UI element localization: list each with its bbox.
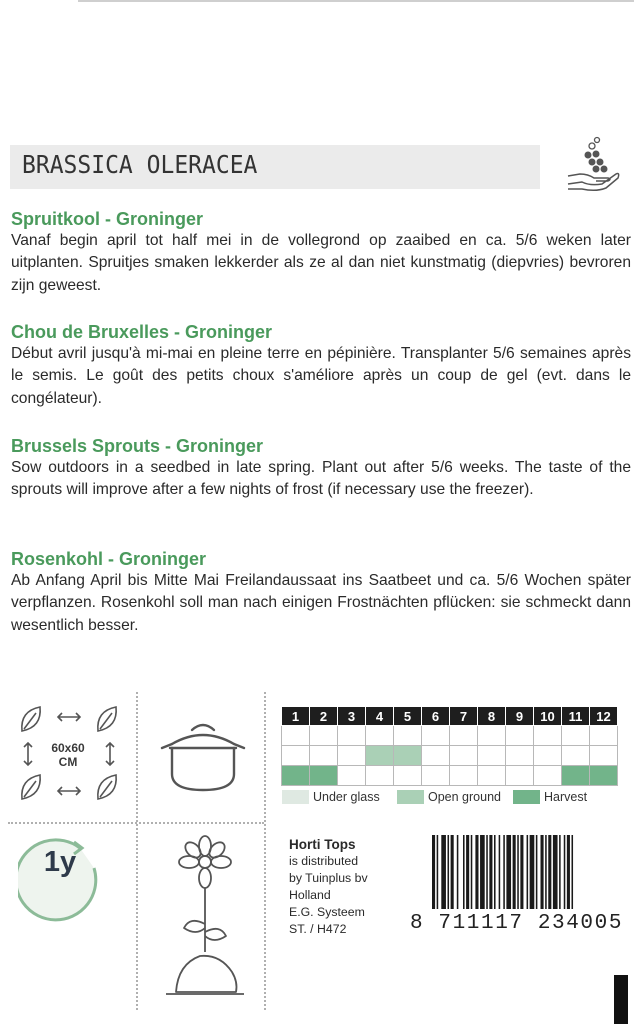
month-label: 10 xyxy=(534,707,562,726)
barcode-bar xyxy=(471,835,473,909)
section-title: Spruitkool - Groninger xyxy=(11,209,203,229)
section-title: Chou de Bruxelles - Groninger xyxy=(11,322,273,342)
legend-harvest xyxy=(513,790,587,804)
month-label: 5 xyxy=(394,707,422,726)
sowing-calendar xyxy=(281,706,618,786)
calendar-cell xyxy=(338,726,366,746)
legend-swatch xyxy=(282,790,309,804)
calendar-cell xyxy=(422,746,450,766)
barcode-bar xyxy=(437,835,439,909)
calendar-cell xyxy=(506,766,534,786)
calendar-cell xyxy=(310,746,338,766)
calendar-cell xyxy=(534,766,562,786)
calendar-cell xyxy=(506,726,534,746)
barcode-bar xyxy=(441,835,446,909)
barcode-bar xyxy=(536,835,538,909)
section-english xyxy=(11,435,631,502)
botanical-name: BRASSICA OLERACEA xyxy=(22,150,258,179)
barcode-bar xyxy=(432,835,435,909)
calendar-cell xyxy=(394,766,422,786)
month-label: 4 xyxy=(366,707,394,726)
calendar-cell xyxy=(366,726,394,746)
calendar-cell xyxy=(422,766,450,786)
barcode-bar xyxy=(494,835,496,909)
calendar-cell xyxy=(562,726,590,746)
distributor-line: ST. / H472 xyxy=(289,922,347,936)
barcode-bar xyxy=(466,835,469,909)
legend-under-glass xyxy=(282,790,380,804)
calendar-cell xyxy=(282,766,310,786)
legend-label: Harvest xyxy=(544,790,588,804)
calendar-cell xyxy=(562,766,590,786)
month-label: 11 xyxy=(562,707,590,726)
calendar-row-under-glass xyxy=(282,726,618,746)
calendar-cell xyxy=(590,766,618,786)
hand-with-seeds-icon xyxy=(566,134,622,194)
legend-label: Under glass xyxy=(313,790,380,804)
icon-divider-vertical xyxy=(136,692,138,1010)
legend-swatch xyxy=(513,790,540,804)
barcode-bar xyxy=(567,835,570,909)
month-label: 9 xyxy=(506,707,534,726)
calendar-cell xyxy=(478,726,506,746)
section-dutch xyxy=(11,208,631,297)
distributor-line: by Tuinplus bv xyxy=(289,871,368,885)
spacing-value: 60x60 xyxy=(51,741,85,755)
barcode-number: 8 711117 234005 xyxy=(410,912,624,935)
spacing-label xyxy=(46,741,90,769)
barcode-bars xyxy=(432,835,624,915)
barcode-bar xyxy=(541,835,544,909)
calendar-cell xyxy=(562,746,590,766)
calendar-cell xyxy=(282,746,310,766)
calendar-cell xyxy=(310,766,338,786)
legend-open-ground xyxy=(397,790,501,804)
barcode-bar xyxy=(475,835,478,909)
month-label: 3 xyxy=(338,707,366,726)
barcode-bar xyxy=(527,835,529,909)
edge-marker xyxy=(614,975,628,1024)
calendar-cell xyxy=(450,726,478,746)
flower-plant-icon xyxy=(160,832,250,1008)
month-label: 8 xyxy=(478,707,506,726)
month-label: 1 xyxy=(282,707,310,726)
calendar-cell xyxy=(450,746,478,766)
barcode-bar xyxy=(548,835,551,909)
section-french xyxy=(11,321,631,410)
calendar-cell xyxy=(590,726,618,746)
calendar-cell xyxy=(394,746,422,766)
barcode-bar xyxy=(448,835,450,909)
calendar-cell xyxy=(478,746,506,766)
icon-divider-vertical xyxy=(264,692,266,1010)
barcode-bar xyxy=(572,835,574,909)
brand-name: Horti Tops xyxy=(289,837,356,852)
barcode-bar xyxy=(513,835,516,909)
section-title: Brussels Sprouts - Groninger xyxy=(11,436,264,456)
calendar-row-harvest xyxy=(282,766,618,786)
section-german xyxy=(11,548,631,637)
calendar-cell xyxy=(534,726,562,746)
cycle-label: 1y xyxy=(43,846,77,878)
month-label: 2 xyxy=(310,707,338,726)
calendar-cell xyxy=(422,726,450,746)
barcode-bar xyxy=(457,835,459,909)
barcode-bar xyxy=(480,835,485,909)
barcode-bar xyxy=(451,835,454,909)
barcode-bar xyxy=(517,835,519,909)
section-title: Rosenkohl - Groninger xyxy=(11,549,207,569)
barcode-bar xyxy=(463,835,465,909)
legend-swatch xyxy=(397,790,424,804)
calendar-row-open-ground xyxy=(282,746,618,766)
calendar-cell xyxy=(282,726,310,746)
calendar-cell xyxy=(534,746,562,766)
barcode-bar xyxy=(520,835,523,909)
calendar-cell xyxy=(506,746,534,766)
barcode-bar xyxy=(486,835,488,909)
calendar-cell xyxy=(366,746,394,766)
calendar-cell xyxy=(394,726,422,746)
cooking-pot-icon xyxy=(158,718,248,798)
month-label: 7 xyxy=(450,707,478,726)
calendar-cell xyxy=(366,766,394,786)
calendar-cell xyxy=(310,726,338,746)
month-label: 6 xyxy=(422,707,450,726)
calendar-cell xyxy=(338,746,366,766)
calendar-cell xyxy=(590,746,618,766)
barcode-bar xyxy=(530,835,535,909)
distributor-info xyxy=(289,836,368,938)
barcode-bar xyxy=(545,835,547,909)
distributor-line: Holland xyxy=(289,888,331,902)
barcode-bar xyxy=(564,835,566,909)
month-label: 12 xyxy=(590,707,618,726)
barcode-bar xyxy=(489,835,492,909)
barcode-bar xyxy=(506,835,511,909)
calendar-cell xyxy=(450,766,478,786)
distributor-line: is distributed xyxy=(289,854,359,868)
distributor-line: E.G. Systeem xyxy=(289,905,365,919)
calendar-months-row xyxy=(282,707,618,726)
calendar-cell xyxy=(478,766,506,786)
spacing-unit: CM xyxy=(58,755,78,769)
section-body: Vanaf begin april tot half mei in de vollegrond op zaaibed en ca. 5/6 weken later uitplanten. Spruitjes smaken lekkerder als ze al dan niet kunstmatig (diepvries) bevroren zijn geweest. xyxy=(11,232,631,294)
barcode-bar xyxy=(553,835,558,909)
section-body: Sow outdoors in a seedbed in late spring. Plant out after 5/6 weeks. The taste of the sprouts will improve after a few nights of frost (if necessary use the freezer). xyxy=(11,459,631,499)
barcode-bar xyxy=(499,835,501,909)
top-divider xyxy=(78,0,634,2)
barcode-bar xyxy=(559,835,561,909)
section-body: Début avril jusqu'à mi-mai en pleine terre en pépinière. Transplanter 5/6 semaines après le semis. Le goût des petits choux s'améliore après un coup de gel (evt. dans le congélateur). xyxy=(11,345,631,407)
icon-divider-horizontal xyxy=(8,822,264,824)
barcode-bar xyxy=(503,835,505,909)
legend-label: Open ground xyxy=(428,790,501,804)
calendar-cell xyxy=(338,766,366,786)
section-body: Ab Anfang April bis Mitte Mai Freilandaussaat ins Saatbeet und ca. 5/6 Wochen später verpflanzen. Rosenkohl soll man nach einigen Frostnächten pflücken: sie schmeckt dann wesentlich besser. xyxy=(11,572,631,634)
